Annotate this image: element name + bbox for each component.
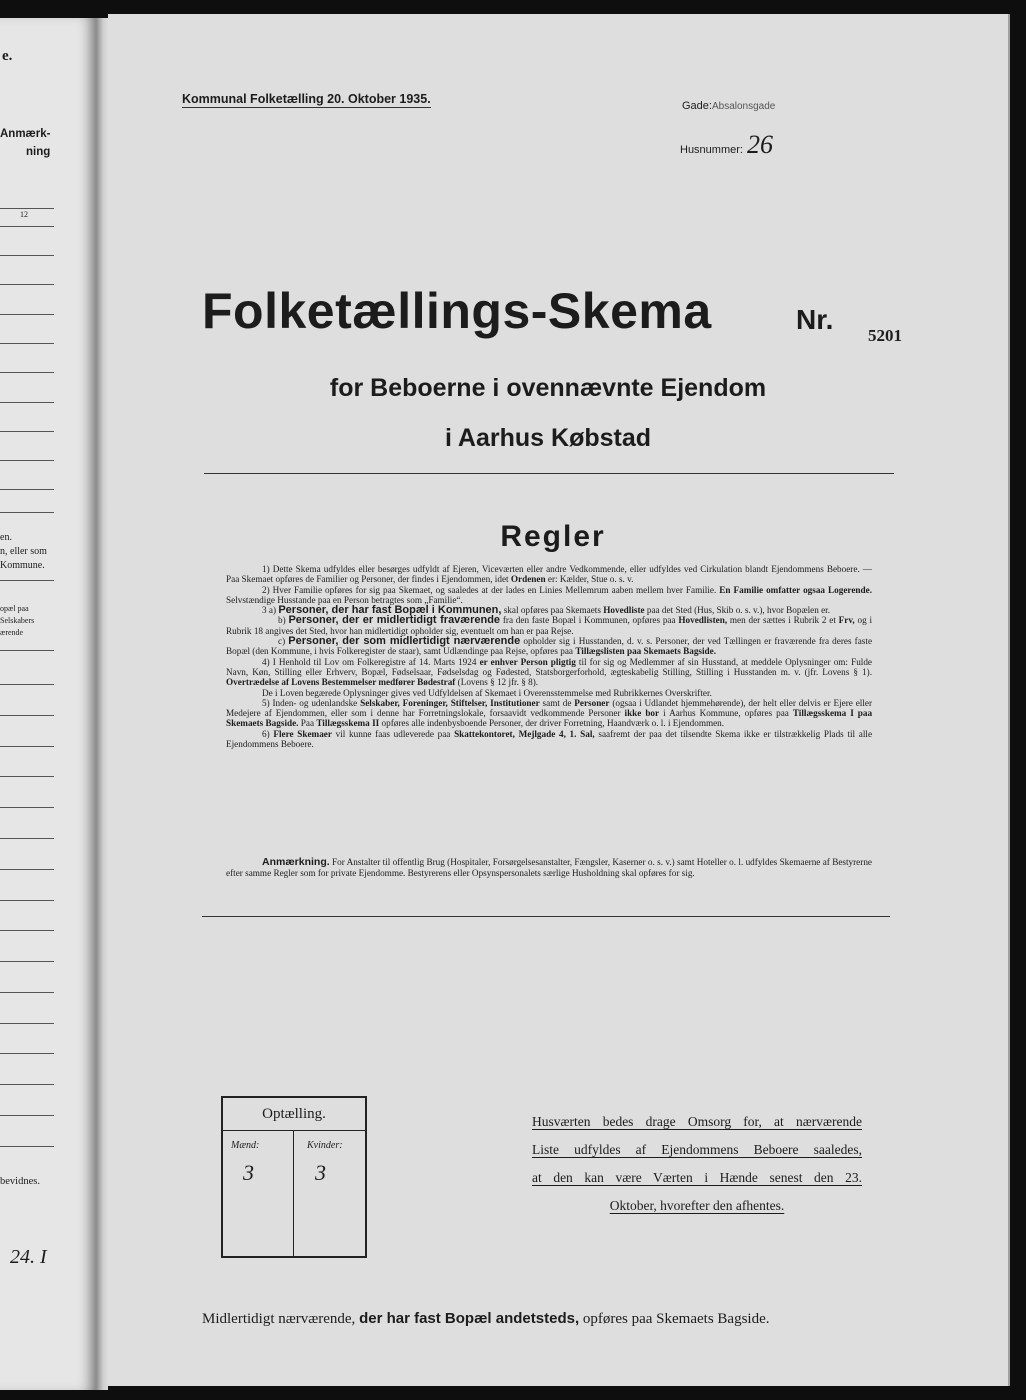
house-number-field [680,130,773,160]
notice-line-1: Husværten bedes drage Omsorg for, at nærværende [532,1114,862,1129]
landlord-notice [532,1114,862,1226]
notice-line-2: Liste udfyldes af Ejendommens Beboere saaledes, [532,1142,862,1157]
census-label: Kommunal Folketælling 20. Oktober 1935. [182,92,431,106]
form-number-value: 5201 [868,326,902,345]
left-rule [0,343,54,344]
left-rule [0,580,54,581]
street-label: Gade: [682,100,712,112]
rule-2: 2) Hver Familie opføres for sig paa Skemaet, og saaledes at der lades en Linies Mellemrum aaben mellem hver Familie. En Familie omfatter ogsaa Logerende. Selvstændige Husstande paa en Person betragtes som „Familie“. [226,584,872,605]
left-rule [0,715,54,716]
title-divider [204,473,894,474]
men-label: Mænd: [231,1140,260,1151]
rules-divider [202,916,890,917]
left-rule [0,284,54,285]
women-label: Kvinder: [307,1140,343,1151]
left-facing-page [0,18,96,1390]
left-rule [0,992,54,993]
left-rule [0,961,54,962]
rule-6: 6) Flere Skemaer vil kunne faas udleverede paa Skattekontoret, Mejlgade 4, 1. Sal, saafremt der paa det tilsendte Skema ikke er tilstrækkelig Plads til alle Ejendommens Beboere. [226,728,873,750]
left-note-4: opæl paa [0,604,29,613]
left-rule [0,460,54,461]
left-note-1: en. [0,532,12,543]
remark-text: For Anstalter til offentlig Brug (Hospitaler, Forsørgelsesanstalter, Fængsler, Kaserner o. s. v.) samt Hoteller o. l. udfyldes Skemaerne af Bestyrerne efter samme Regler som for private Ejendomme. Bestyrerens eller Opsynspersonalets særlige Husholdning skal opføres for sig. [226,857,872,878]
notice-line-4: Oktober, hvorefter den afhentes. [609,1198,785,1213]
count-box [221,1096,367,1258]
left-rule [0,807,54,808]
left-rule [0,208,54,209]
left-heading-fragment: e. [2,48,13,64]
left-col-number: 12 [20,210,28,219]
left-note-2: n, eller som [0,546,47,557]
left-rule [0,684,54,685]
rules-heading: Regler [500,520,606,553]
left-rule [0,512,54,513]
left-rule [0,930,54,931]
form-subtitle: for Beboerne i ovennævnte Ejendom [329,374,767,402]
left-rule [0,489,54,490]
left-note-5: Selskabers [0,616,35,625]
rule-3b: b) Personer, der er midlertidigt fraværende fra den faste Bopæl i Kommunen, opføres paa Hovedlisten, men der sættes i Rubrik 2 et Frv, og i Rubrik 18 angives det Sted, hvor han midlertidigt opholder sig, eventuelt om han er paa Rejse. [226,614,873,636]
left-bevidnes: bevidnes. [0,1176,40,1187]
women-count: 3 [315,1160,326,1185]
remark-section [226,857,872,879]
left-rule [0,402,54,403]
left-rule [0,372,54,373]
rule-3c: c) Personer, der som midlertidigt nærværende opholder sig i Husstanden, d. v. s. Personer, der ved Tællingen er fraværende fra deres faste Bopæl (den Kommune, i hvis Folkeregister de staar), samt Udlændinge paa Rejse, opføres paa Tillægslisten paa Skemaets Bagside. [226,635,873,657]
footer-note: Midlertidigt nærværende, der har fast Bopæl andetsteds, opføres paa Skemaets Bagside. [202,1310,770,1327]
left-rule [0,314,54,315]
left-rule [0,900,54,901]
rule-5: 5) Inden- og udenlandske Selskaber, Foreninger, Stiftelser, Institutioner samt de Personer (ogsaa i Udlandet hjemmehørende), der helt eller delvis er Ejere eller Medejere af Ejendommen, eller som i denne har Forretningslokale, forsaavidt vedkommende Personer ikke bor i Aarhus Kommune, opføres paa Tillægsskema I paa Skemaets Bagside. Paa Tillægsskema II opføres alle indenbysboende Personer, der driver Forretning, Haandværk o. l. i Ejendommen. [226,697,873,729]
book-gutter [96,18,108,1390]
left-rule [0,838,54,839]
count-box-title: Optælling. [223,1098,365,1131]
house-number-label: Husnummer: [680,144,743,156]
left-rule [0,869,54,870]
rule-4b: De i Loven begærede Oplysninger gives ved Udfyldelsen af Skemaet i Overensstemmelse med Rubrikkernes Overskrifter. [262,687,712,698]
form-number-label: Nr. [796,304,834,335]
left-rule [0,650,54,651]
rule-1: 1) Dette Skema udfyldes eller besørges udfyldt af Ejeren, Viceværten eller andre Vedkommende, eller udfyldes ved Cirkulation blandt Ejendommens Beboere. — Paa Skemaet opføres de Familier og Personer, der findes i Ejendommen, idet Ordenen er: Kælder, Stue o. s. v. [226,564,872,585]
count-box-divider [293,1130,294,1256]
left-rule [0,226,54,227]
left-rule [0,746,54,747]
remark-label: Anmærkning. [262,856,330,868]
left-rule [0,1084,54,1085]
street-field [682,96,775,114]
house-number-value: 26 [746,130,773,159]
left-handwritten-note: 24. I [10,1246,47,1268]
left-rule [0,1115,54,1116]
census-form-page [108,14,1010,1386]
left-rule [0,776,54,777]
street-value: Absalonsgade [711,101,776,112]
rule-4: 4) I Henhold til Lov om Folkeregistre af 14. Marts 1924 er enhver Person pligtig til for sig og Medlemmer af sin Husstand, at meddele Oplysninger om: Fulde Navn, Køn, Stilling eller Erhverv, Bopæl, Fødselsaar, Fødselsdag og Fødested, Statsborgerforhold, ægteskabelig Stilling, Stilling i Husstanden m. v. (jfr. Lovens § 1). Overtrædelse af Lovens Bestemmelser medfører Bødestraf (Lovens § 12 jfr. § 8). [226,656,873,688]
men-count: 3 [243,1160,254,1185]
left-note-6: ærende [0,628,24,637]
left-rule [0,431,54,432]
rule-3a: 3 a) Personer, der har fast Bopæl i Kommunen, skal opføres paa Skemaets Hovedliste paa det Sted (Hus, Skib o. s. v.), hvor Bopælen er. [262,604,831,617]
form-subtitle-city: i Aarhus Købstad [444,424,652,452]
form-title: Folketællings-Skema [202,283,712,339]
rules-text [226,564,872,749]
left-col-header-2: ning [26,146,51,158]
left-col-header-1: Anmærk- [0,128,51,140]
left-rule [0,255,54,256]
left-rule [0,1053,54,1054]
left-rule [0,1146,54,1147]
left-rule [0,1023,54,1024]
left-note-3: Kommune. [0,560,45,571]
notice-line-3: at den kan være Værten i Hænde senest den 23. [532,1170,862,1185]
